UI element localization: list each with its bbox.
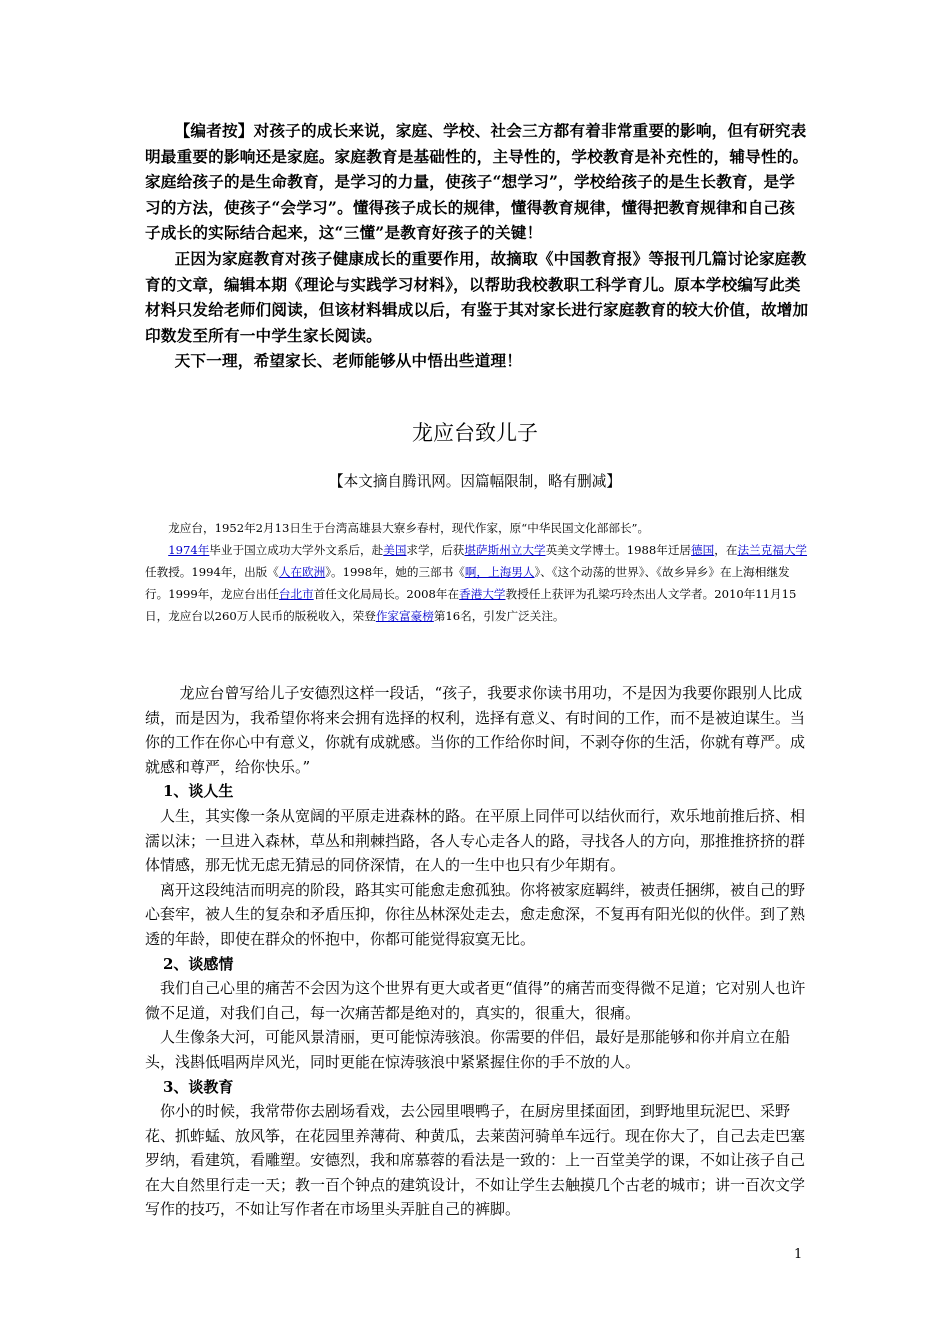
bio-text-10: 教授任上获评为孔梁巧玲杰出人文学者。2010年11月15日，龙应台以260万人民币的版税收入，荣登 bbox=[145, 587, 797, 623]
bio-text-5: ，在 bbox=[714, 543, 738, 557]
editor-note-paragraph-1: 【编者按】对孩子的成长来说，家庭、学校、社会三方都有着非常重要的影响，但有研究表明最重要的影响还是家庭。家庭教育是基础性的，主导性的，学校教育是补充性的，辅导性的。家庭给孩子的是生命教育，是学习的力量，使孩子“想学习”，学校给孩子的是生长教育，是学习的方法，使孩子“会学习”。懂得孩子成长的规律，懂得教育规律，懂得把教育规律和自己孩子成长的实际结合起来，这“三懂”是教育好孩子的关键！ bbox=[145, 121, 809, 243]
education-paragraph-1: 你小的时候，我常带你去剧场看戏，去公园里喂鸭子，在厨房里揉面团，到野地里玩泥巴、采野花、抓蚱蜢、放风筝，在花园里养薄荷、种黄瓜，去莱茵河骑单车远行。现在你大了，自己去走巴塞罗纳，看建筑，看雕塑。安德烈，我和席慕蓉的看法是一致的：上一百堂美学的课，不如让孩子自己在大自然里行走一天；教一百个钟点的建筑设计，不如让学生去触摸几个古老的城市；讲一百次文学写作的技巧，不如让写作者在市场里头弄脏自己的裤脚。 bbox=[145, 1102, 806, 1219]
life-paragraph-2: 离开这段纯洁而明亮的阶段，路其实可能愈走愈孤独。你将被家庭羁绊，被责任捆绑，被自己的野心套牢，被人生的复杂和矛盾压抑，你往丛林深处走去，愈走愈深，不复再有阳光似的伙伴。到了熟透的年龄，即使在群众的怀抱中，你都可能觉得寂寞无比。 bbox=[145, 880, 806, 948]
link-hku[interactable]: 香港大学 bbox=[459, 587, 506, 601]
link-usa[interactable]: 美国 bbox=[383, 543, 407, 557]
editor-note bbox=[145, 118, 810, 374]
source-note: 【本文摘自腾讯网。因篇幅限制，略有删减】 bbox=[329, 473, 621, 490]
emotion-paragraph-2: 人生像条大河，可能风景清丽，更可能惊涛骇浪。你需要的伴侣，最好是那能够和你并肩立在船头，浅斟低唱两岸风光，同时更能在惊涛骇浪中紧紧握住你的手不放的人。 bbox=[145, 1028, 791, 1071]
intro-paragraph: 龙应台曾写给儿子安德烈这样一段话，“孩子，我要求你读书用功，不是因为我要你跟别人比成绩，而是因为，我希望你将来会拥有选择的权利，选择有意义、有时间的工作，而不是被迫谋生。当你的工作在你心中有意义，你就有成就感。当你的工作给你时间，不剥夺你的生活，你就有尊严。成就感和尊严，给你快乐。” bbox=[145, 684, 806, 776]
link-shanghai-nanren[interactable]: 啊，上海男人 bbox=[464, 565, 535, 579]
bio-text-6: 任教授。1994年，出版《 bbox=[145, 565, 279, 579]
bio-text-3: 求学，后获 bbox=[406, 543, 465, 557]
link-ren-zai-ouzhou[interactable]: 人在欧洲 bbox=[278, 565, 326, 579]
bio-text-11: 第16名，引发广泛关注。 bbox=[433, 609, 565, 623]
bio-text-2: 毕业于国立成功大学外文系后，赴 bbox=[209, 543, 384, 557]
link-taipei[interactable]: 台北市 bbox=[278, 587, 314, 601]
article-body bbox=[145, 681, 810, 1222]
bio-paragraph bbox=[145, 517, 810, 539]
link-1974[interactable]: 1974年 bbox=[168, 543, 210, 557]
editor-note-paragraph-3: 天下一理，希望家长、老师能够从中悟出些道理！ bbox=[174, 351, 523, 371]
bio-text-1: 龙应台，1952年2月13日生于台湾高雄县大寮乡春村，现代作家，原“中华民国文化部部长”。 bbox=[168, 521, 650, 535]
bio-paragraph-2 bbox=[145, 539, 810, 627]
section-heading-emotion: 2、谈感情 bbox=[163, 954, 234, 973]
link-kansas-state[interactable]: 堪萨斯州立大学 bbox=[464, 543, 546, 557]
link-germany[interactable]: 德国 bbox=[691, 543, 715, 557]
author-bio bbox=[145, 517, 810, 627]
life-paragraph-1: 人生，其实像一条从宽阔的平原走进森林的路。在平原上同伴可以结伙而行，欢乐地前推后挤、相濡以沫；一旦进入森林，草丛和荆棘挡路，各人专心走各人的路，寻找各人的方向，那推推挤挤的群体情感，那无忧无虑无猜忌的同侪深情，在人的一生中也只有少年期有。 bbox=[145, 806, 806, 875]
bio-text-9: 首任文化局局长。2008年在 bbox=[313, 587, 460, 601]
bio-text-4: 英美文学博士。1988年迁居 bbox=[545, 543, 692, 557]
emotion-paragraph-1: 我们自己心里的痛苦不会因为这个世界有更大或者更“值得”的痛苦而变得微不足道；它对别人也许微不足道，对我们自己，每一次痛苦都是绝对的，真实的，很重大，很痛。 bbox=[145, 979, 806, 1022]
editor-note-paragraph-2: 正因为家庭教育对孩子健康成长的重要作用，故摘取《中国教育报》等报刊几篇讨论家庭教育的文章，编辑本期《理论与实践学习材料》，以帮助我校教职工科学育儿。原本学校编写此类材料只发给老师们阅读，但该材料辑成以后，有鉴于其对家长进行家庭教育的较大价值，故增加印数发至所有一中学生家长阅读。 bbox=[145, 248, 809, 345]
bio-text-7: 》。1998年，她的三部书《 bbox=[325, 565, 465, 579]
link-frankfurt[interactable]: 法兰克福大学 bbox=[737, 543, 808, 557]
bio-text-8: 》、《这个动荡的世界》、《故乡异乡》在上海相继发行。1999年，龙应台出任 bbox=[145, 565, 790, 601]
article-title: 龙应台致儿子 bbox=[412, 422, 538, 445]
section-heading-life: 1、谈人生 bbox=[163, 782, 234, 801]
page-number: 1 bbox=[794, 1247, 803, 1262]
link-writer-rich-list[interactable]: 作家富豪榜 bbox=[375, 609, 434, 623]
section-heading-education: 3、谈教育 bbox=[163, 1077, 234, 1096]
